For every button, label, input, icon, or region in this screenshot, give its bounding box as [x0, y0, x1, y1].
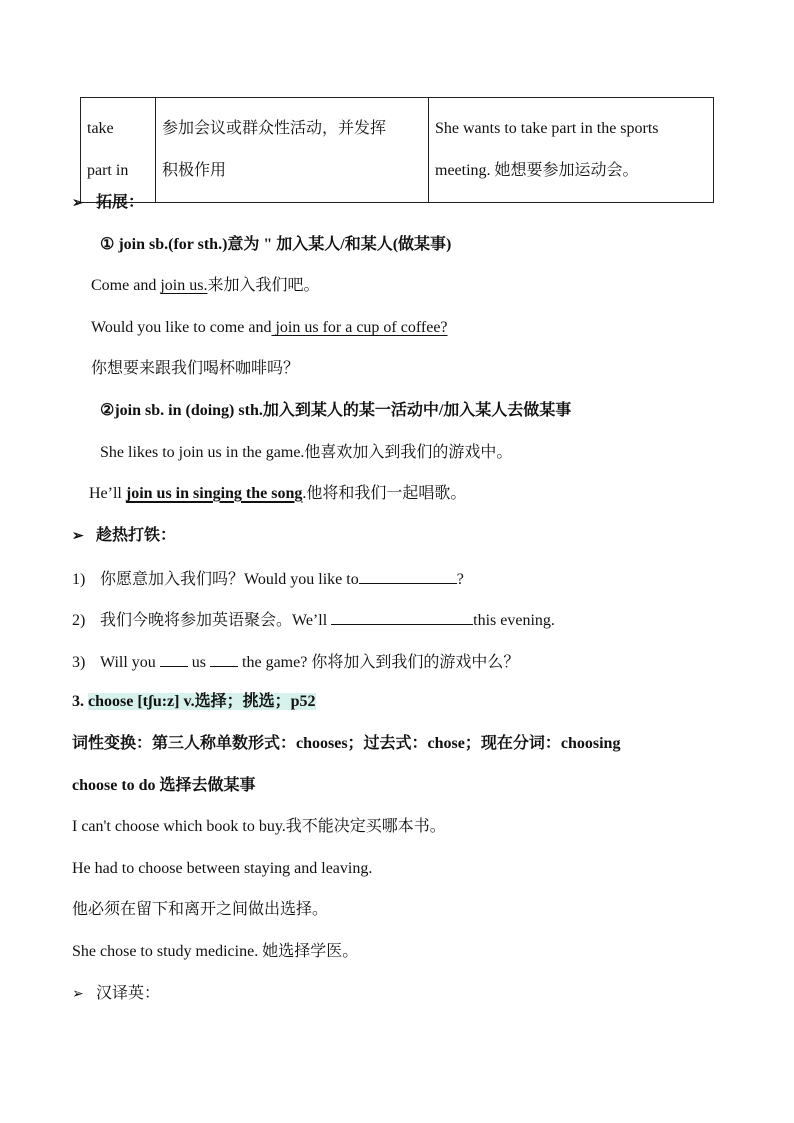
- meaning-cell: [156, 98, 429, 203]
- practice-question-3: 3) Will you us the game? 你将加入到我们的游戏中么？: [72, 651, 519, 673]
- example-cell: [429, 98, 714, 203]
- translate-heading: ➢ 汉译英：: [72, 984, 160, 1005]
- phrase-usage: choose to do 选择去做某事: [72, 777, 256, 794]
- expand-heading: ➢ 拓展：: [72, 193, 144, 214]
- word-forms: 词性变换：第三人称单数形式：chooses；过去式：chose；现在分词：choosing: [72, 735, 621, 752]
- example-translation: 你想要来跟我们喝杯咖啡吗？: [91, 360, 300, 377]
- example-sentence: Come and join us.来加入我们吧。: [91, 277, 320, 294]
- phrase-line: take: [87, 120, 114, 137]
- meaning-line: 积极作用: [162, 162, 227, 179]
- answer-blank[interactable]: [359, 568, 457, 584]
- answer-blank[interactable]: [210, 651, 238, 667]
- example-sentence: He’ll join us in singing the song.他将和我们一起唱歌。: [89, 485, 467, 502]
- practice-question-1: 1) 你愿意加入我们吗？Would you like to ?: [72, 568, 464, 590]
- answer-blank[interactable]: [331, 609, 473, 625]
- table-row: [81, 98, 714, 203]
- phrase-cell: [81, 98, 156, 203]
- example-sentence: She likes to join us in the game.他喜欢加入到我们的游戏中。: [100, 444, 513, 461]
- example-sentence: Would you like to come and join us for a cup of coffee?: [91, 319, 448, 336]
- answer-blank[interactable]: [160, 651, 188, 667]
- arrow-bullet-icon: ➢: [72, 196, 84, 211]
- example-sentence: He had to choose between staying and leaving.: [72, 860, 373, 877]
- example-line: meeting. 她想要参加运动会。: [435, 162, 639, 179]
- phrase-line: part in: [87, 162, 129, 179]
- usage-item-1: ① join sb.(for sth.)意为 " 加入某人/和某人(做某事): [100, 236, 452, 253]
- practice-question-2: 2) 我们今晚将参加英语聚会。We’ll this evening.: [72, 609, 555, 631]
- highlighted-word: choose [tʃu:z] v.选择；挑选；p52: [88, 693, 316, 710]
- vocab-table: [80, 97, 714, 203]
- example-sentence: I can't choose which book to buy.我不能决定买哪本书。: [72, 818, 446, 835]
- example-line: She wants to take part in the sports: [435, 120, 659, 137]
- example-sentence: She chose to study medicine. 她选择学医。: [72, 943, 359, 960]
- arrow-bullet-icon: ➢: [72, 529, 84, 544]
- meaning-line: 参加会议或群众性活动，并发挥: [162, 120, 387, 137]
- arrow-bullet-icon: ➢: [72, 987, 84, 1002]
- practice-heading: ➢ 趁热打铁：: [72, 526, 176, 547]
- example-translation: 他必须在留下和离开之间做出选择。: [72, 901, 329, 918]
- vocab-entry-heading: 3. choose [tʃu:z] v.选择；挑选；p52: [72, 693, 316, 710]
- usage-item-2: ②join sb. in (doing) sth.加入到某人的某一活动中/加入某人去做某事: [100, 402, 572, 419]
